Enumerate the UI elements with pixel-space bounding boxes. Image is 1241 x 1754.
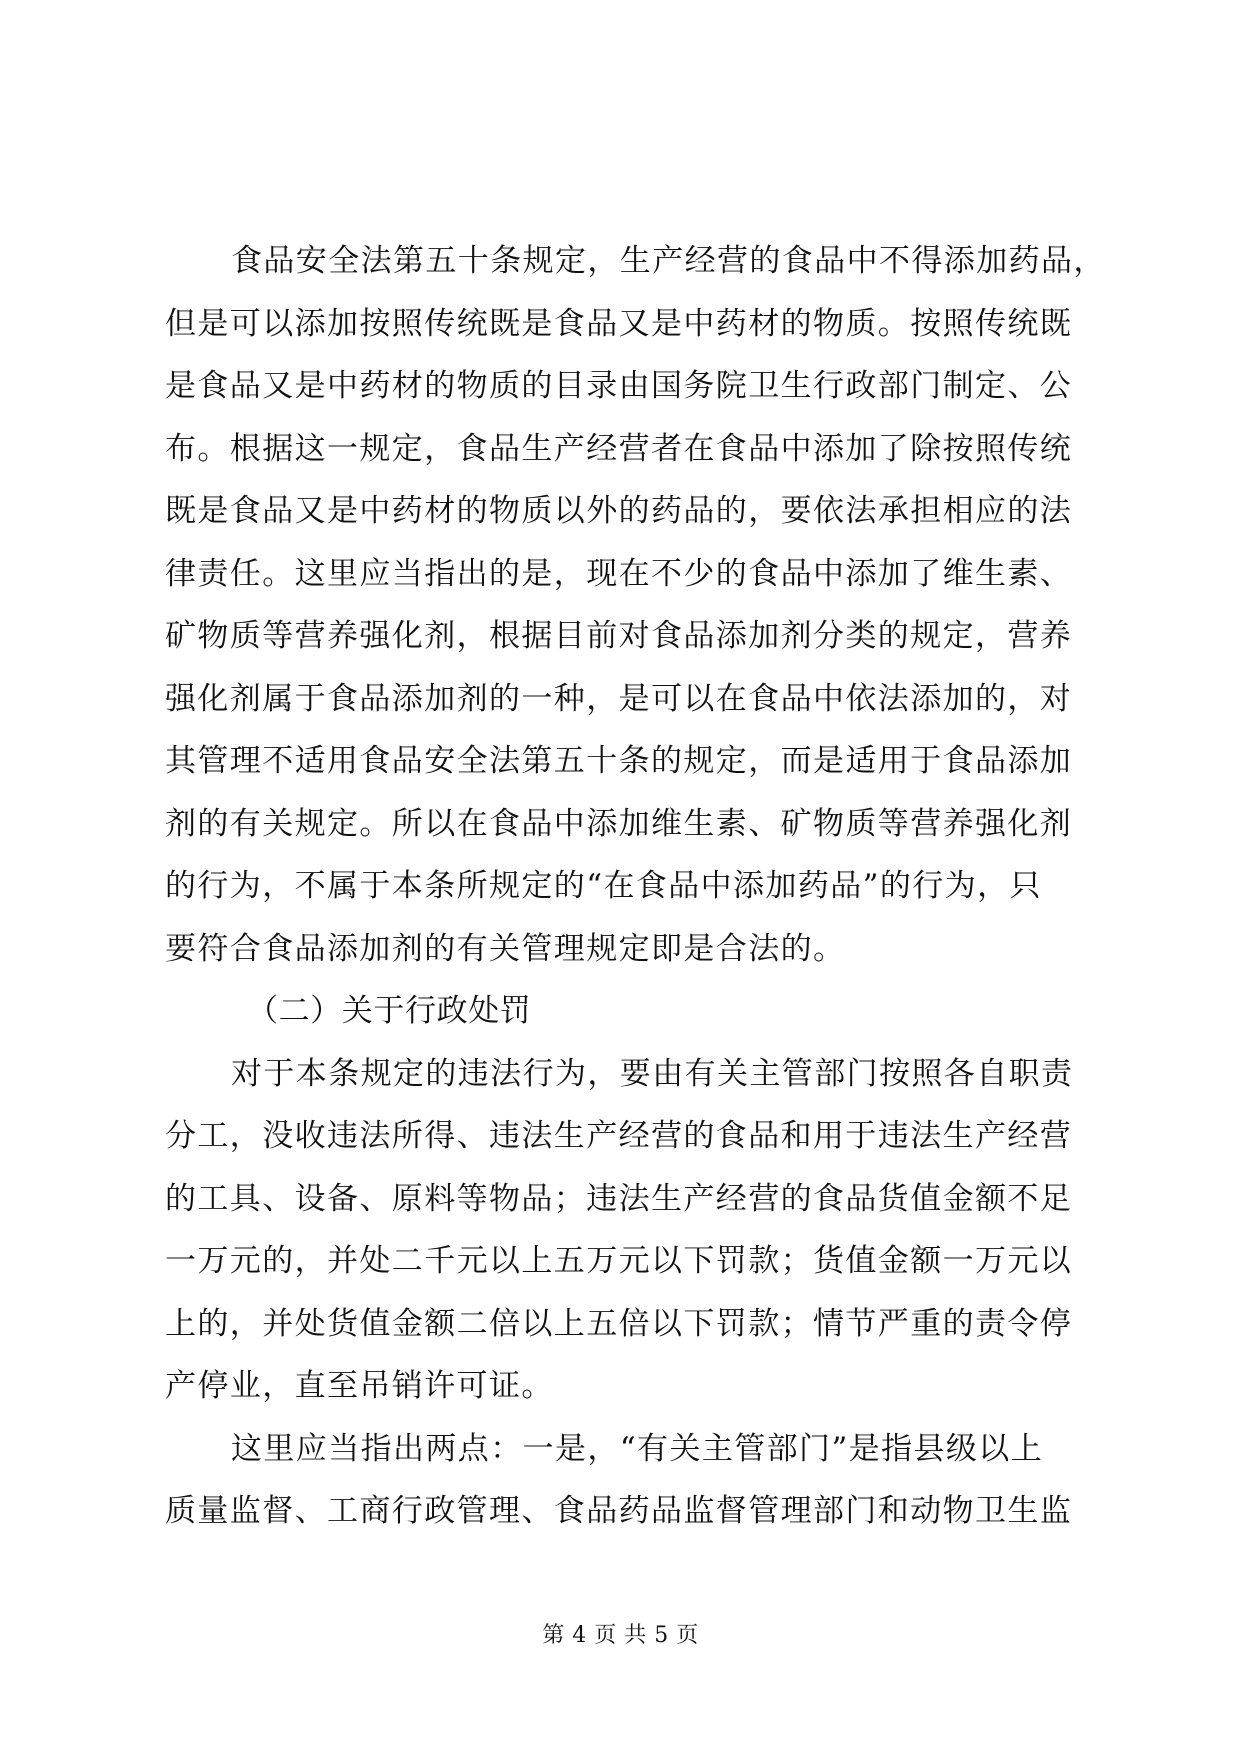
paragraph-line: 一万元的，并处二千元以上五万元以下罚款；货值金额一万元以: [165, 1243, 1073, 1279]
paragraph-line: 强化剂属于食品添加剂的一种，是可以在食品中依法添加的，对: [165, 680, 1073, 717]
paragraph-line: 布。根据这一规定，食品生产经营者在食品中添加了除按照传统: [165, 430, 1073, 467]
page-number-footer: 第 4 页 共 5 页: [542, 1623, 699, 1648]
paragraph-line: 这里应当指出两点：一是，“有关主管部门”是指县级以上: [231, 1430, 1044, 1467]
paragraph-line: 是食品又是中药材的物质的目录由国务院卫生行政部门制定、公: [165, 368, 1073, 404]
paragraph-line: 食品安全法第五十条规定，生产经营的食品中不得添加药品，: [231, 243, 1106, 279]
paragraph-3: [165, 1418, 1100, 1543]
paragraph-line: 但是可以添加按照传统既是食品又是中药材的物质。按照传统既: [165, 305, 1073, 342]
paragraph-2: [165, 1043, 1100, 1418]
paragraph-line: 要符合食品添加剂的有关管理规定即是合法的。: [165, 930, 846, 967]
paragraph-line: 矿物质等营养强化剂，根据目前对食品添加剂分类的规定，营养: [165, 618, 1073, 654]
document-body: [165, 230, 1106, 1543]
paragraph-line: 剂的有关规定。所以在食品中添加维生素、矿物质等营养强化剂: [165, 805, 1073, 842]
paragraph-line: 质量监督、工商行政管理、食品药品监督管理部门和动物卫生监: [165, 1493, 1073, 1529]
paragraph-line: 其管理不适用食品安全法第五十条的规定，而是适用于食品添加: [165, 743, 1073, 779]
paragraph-line: 分工，没收违法所得、违法生产经营的食品和用于违法生产经营: [165, 1118, 1073, 1154]
paragraph-line: 上的，并处货值金额二倍以上五倍以下罚款；情节严重的责令停: [165, 1305, 1073, 1342]
section-heading: （二）关于行政处罚: [247, 993, 532, 1029]
paragraph-line: 的行为，不属于本条所规定的“在食品中添加药品”的行为，只: [165, 868, 1042, 904]
paragraph-line: 产停业，直至吊销许可证。: [165, 1368, 554, 1404]
paragraph-line: 既是食品又是中药材的物质以外的药品的，要依法承担相应的法: [165, 493, 1073, 529]
paragraph-1: [165, 230, 1106, 980]
paragraph-line: 的工具、设备、原料等物品；违法生产经营的食品货值金额不足: [165, 1180, 1073, 1217]
paragraph-line: 对于本条规定的违法行为，要由有关主管部门按照各自职责: [231, 1055, 1074, 1092]
paragraph-line: 律责任。这里应当指出的是，现在不少的食品中添加了维生素、: [165, 555, 1073, 592]
